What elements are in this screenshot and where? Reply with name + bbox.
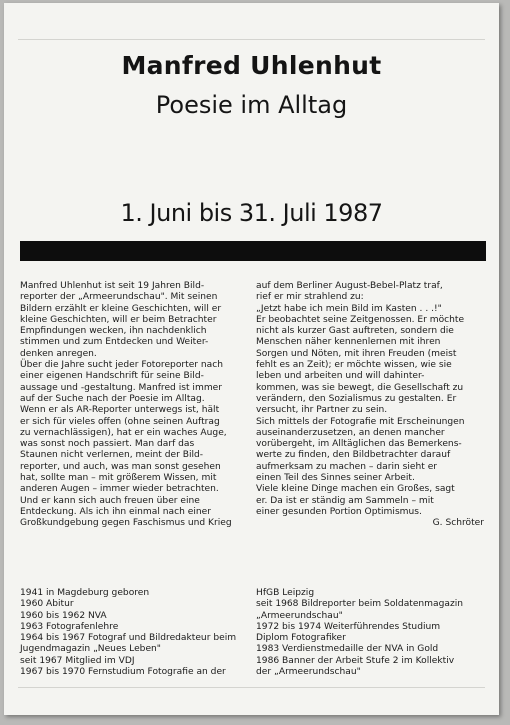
- text-line: Großkundgebung gegen Faschismus und Krieg: [20, 518, 232, 529]
- text-line: Menschen näher kennenlernen mit ihren: [256, 337, 441, 348]
- article-column-left: [20, 281, 232, 530]
- exhibition-dates: 1. Juni bis 31. Juli 1987: [120, 199, 383, 227]
- text-line: Sorgen und Nöten, mit ihren Freuden (meist: [256, 348, 457, 359]
- article-column-right: [256, 281, 484, 530]
- biography-column-right: [256, 588, 463, 678]
- text-line: einer eigenen Handschrift für seine Bild-: [20, 371, 204, 382]
- bio-line: 1960 bis 1962 NVA: [20, 610, 107, 621]
- text-line: aussage und -gestaltung. Manfred ist immer: [20, 382, 223, 393]
- document-page: [4, 3, 499, 715]
- bio-line: 1986 Banner der Arbeit Stufe 2 im Kollektiv: [256, 655, 455, 666]
- text-line: versucht, ihr Partner zu sein.: [256, 405, 388, 416]
- bio-line: seit 1968 Bildreporter beim Soldatenmagazin: [256, 599, 464, 610]
- text-line: was sonst noch passiert. Man darf das: [20, 439, 195, 450]
- text-line: Manfred Uhlenhut ist seit 19 Jahren Bild-: [20, 281, 205, 291]
- exhibition-title: Poesie im Alltag: [155, 91, 348, 119]
- text-line: hat, sollte man – mit größerem Wissen, mit: [20, 473, 217, 484]
- text-line: er. Da ist er ständig am Sammeln – mit: [256, 495, 434, 506]
- text-line: einer gesunden Portion Optimismus.: [256, 506, 422, 517]
- bio-line: 1964 bis 1967 Fotograf und Bildredakteur beim: [20, 633, 237, 644]
- text-line: denken anregen.: [20, 348, 97, 359]
- text-line: nicht als kurzer Gast auftreten, sondern die: [256, 326, 454, 337]
- text-line: stimmen und zum Entdecken und Weiter-: [20, 337, 209, 348]
- bottom-rule: [18, 687, 485, 688]
- text-line: kommen, was sie bewegt, die Gesellschaft zu: [256, 382, 464, 393]
- biography-column-left: [20, 588, 236, 678]
- text-line: vorübergeht, im Alltäglichen das Bemerkens-: [256, 439, 462, 450]
- text-line: auf der Suche nach der Poesie im Alltag.: [20, 393, 205, 404]
- text-line: auf dem Berliner August-Bebel-Platz traf,: [256, 281, 443, 291]
- bio-line: Jugendmagazin „Neues Leben": [20, 644, 161, 655]
- text-line: werte zu finden, den Bildbetrachter darauf: [256, 450, 451, 461]
- bio-line: 1963 Fotografenlehre: [20, 621, 119, 632]
- bio-line: seit 1967 Mitglied im VDJ: [20, 655, 135, 666]
- bio-line: „Armeerundschau": [256, 610, 343, 621]
- bio-line: Diplom Fotografiker: [256, 633, 346, 644]
- text-line: auseinanderzusetzen, an denen mancher: [256, 427, 445, 438]
- text-line: Sich mittels der Fotografie mit Erscheinungen: [256, 416, 465, 427]
- text-line: reporter der „Armeerundschau". Mit seinen: [20, 292, 218, 303]
- text-line: Wenn er als AR-Reporter unterwegs ist, hält: [20, 405, 220, 416]
- text-line: zu vernachlässigen), hat er ein waches Auge,: [20, 427, 227, 438]
- text-line: Bildern erzählt er kleine Geschichten, will er: [20, 303, 222, 314]
- text-line: rief er mir strahlend zu:: [256, 292, 364, 303]
- text-line: kleine Geschichten, will er beim Betrachter: [20, 314, 217, 325]
- black-divider-bar: [20, 241, 486, 261]
- text-line: verändern, den Sozialismus zu gestalten. Er: [256, 393, 457, 404]
- text-line: Staunen nicht verlernen, meint der Bild-: [20, 450, 204, 461]
- bio-line: 1967 bis 1970 Fernstudium Fotografie an der: [20, 667, 226, 678]
- text-line: Viele kleine Dinge machen ein Großes, sagt: [256, 484, 455, 495]
- bio-line: 1972 bis 1974 Weiterführendes Studium: [256, 621, 441, 632]
- bio-line: der „Armeerundschau": [256, 667, 361, 678]
- author-signature: G. Schröter: [432, 518, 484, 529]
- text-line: Er beobachtet seine Zeitgenossen. Er möchte: [256, 314, 465, 325]
- bio-line: 1960 Abitur: [20, 599, 74, 610]
- text-line: reporter, und auch, was man sonst gesehen: [20, 461, 221, 472]
- top-rule: [18, 39, 485, 40]
- text-line: Über die Jahre sucht jeder Fotoreporter nach: [20, 360, 224, 371]
- photographer-name: Manfred Uhlenhut: [121, 51, 382, 80]
- text-line: leben und arbeiten und will dahinter-: [256, 371, 425, 382]
- text-line: Entdeckung. Als ich ihn einmal nach einer: [20, 506, 211, 517]
- bio-line: HfGB Leipzig: [256, 588, 315, 598]
- text-line: aufmerksam zu machen – darin sieht er: [256, 461, 438, 472]
- text-line: einen Teil des Sinnes seiner Arbeit.: [256, 473, 415, 484]
- text-line: Und er kann sich auch freuen über eine: [20, 495, 200, 506]
- text-line: fehlt es an Zeit); er möchte wissen, wie sie: [256, 360, 452, 371]
- text-line: anderen Augen – immer wieder betrachten.: [20, 484, 219, 495]
- text-line: er sich für vieles offen (ohne seinen Auftrag: [20, 416, 220, 427]
- bio-line: 1983 Verdienstmedaille der NVA in Gold: [256, 644, 439, 655]
- bio-line: 1941 in Magdeburg geboren: [20, 588, 150, 598]
- text-line: „Jetzt habe ich mein Bild im Kasten . . .!": [256, 303, 442, 314]
- text-line: Empfindungen wecken, ihn nachdenklich: [20, 326, 207, 337]
